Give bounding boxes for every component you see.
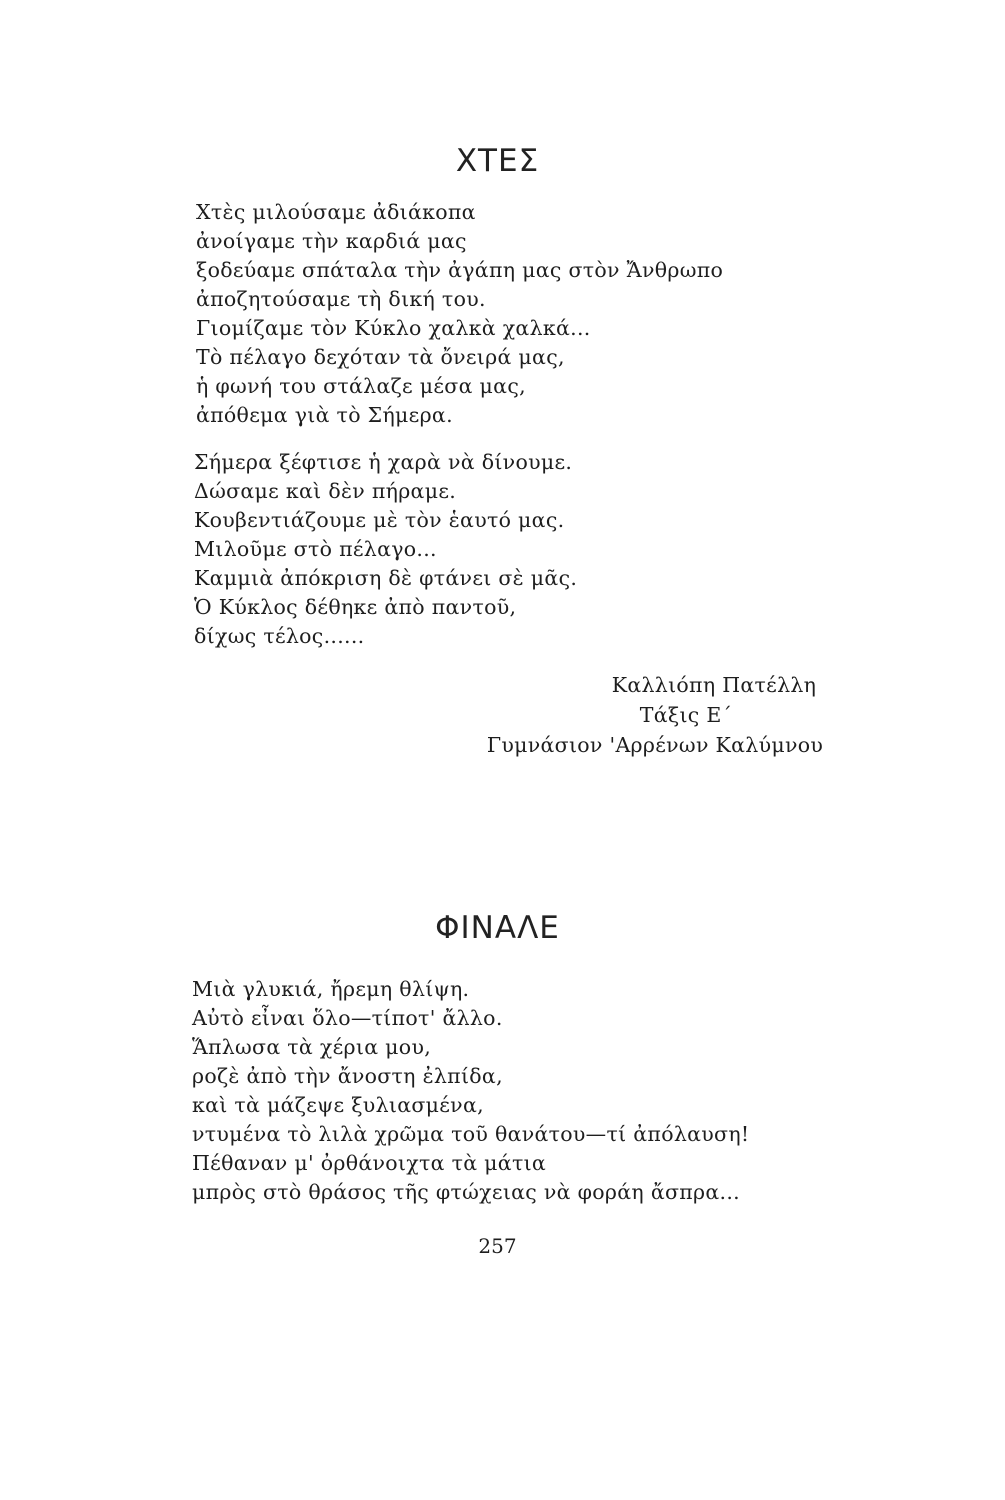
author-name: Καλλιόπη Πατέλλη [611, 673, 817, 697]
verse-line: Χτὲς μιλούσαμε ἀδιάκοπα [196, 200, 476, 224]
poem-xtes-stanza-1 [196, 198, 723, 430]
page-number: 257 [478, 1234, 517, 1258]
poem-title-finale: ΦΙΝΑΛΕ [435, 910, 560, 946]
verse-line: ἡ φωνή του στάλαζε μέσα μας, [196, 374, 526, 398]
verse-line: Πέθαναν μ' ὀρθάνοιχτα τὰ μάτια [192, 1151, 547, 1175]
author-class: Τάξις Ε΄ [639, 703, 733, 727]
verse-line: Μιὰ γλυκιά, ἤρεμη θλίψη. [192, 977, 470, 1001]
verse-line: Ἅπλωσα τὰ χέρια μου, [192, 1035, 432, 1059]
verse-line: μπρὸς στὸ θράσος τῆς φτώχειας νὰ φοράη ἄσπρα... [192, 1180, 740, 1204]
verse-line: Ὁ Κύκλος δέθηκε ἀπὸ παντοῦ, [194, 595, 517, 619]
verse-line: Τὸ πέλαγο δεχόταν τὰ ὄνειρά μας, [196, 345, 565, 369]
verse-line: Σήμερα ξέφτισε ἡ χαρὰ νὰ δίνουμε. [194, 450, 573, 474]
verse-line: Δώσαμε καὶ δὲν πήραμε. [194, 479, 457, 503]
verse-line: καὶ τὰ μάζεψε ξυλιασμένα, [192, 1093, 484, 1117]
poem-title-xtes: ΧΤΕΣ [455, 143, 540, 179]
author-school: Γυμνάσιον 'Αρρένων Καλύμνου [486, 733, 824, 757]
verse-line: Καμμιὰ ἀπόκριση δὲ φτάνει σὲ μᾶς. [194, 566, 578, 590]
verse-line: ροζὲ ἀπὸ τὴν ἄνοστη ἐλπίδα, [192, 1064, 503, 1088]
verse-line: ξοδεύαμε σπάταλα τὴν ἀγάπη μας στὸν Ἄνθρωπο [196, 258, 724, 282]
verse-line: Μιλοῦμε στὸ πέλαγο... [194, 537, 437, 561]
poem-finale-stanza [192, 975, 749, 1207]
verse-line: ἀπόθεμα γιὰ τὸ Σήμερα. [196, 403, 453, 427]
verse-line: δίχως τέλος...... [194, 624, 365, 648]
verse-line: Αὐτὸ εἶναι ὅλο—τίποτ' ἄλλο. [192, 1006, 503, 1030]
verse-line: ἀποζητούσαμε τὴ δική του. [196, 287, 486, 311]
verse-line: ἀνοίγαμε τὴν καρδιά μας [196, 229, 467, 253]
author-signature [470, 670, 840, 760]
verse-line: Κουβεντιάζουμε μὲ τὸν ἑαυτό μας. [194, 508, 565, 532]
verse-line: Γιομίζαμε τὸν Κύκλο χαλκὰ χαλκά... [196, 316, 591, 340]
verse-line: ντυμένα τὸ λιλὰ χρῶμα τοῦ θανάτου—τί ἀπόλαυση! [192, 1122, 750, 1146]
poem-xtes-stanza-2 [194, 448, 577, 651]
